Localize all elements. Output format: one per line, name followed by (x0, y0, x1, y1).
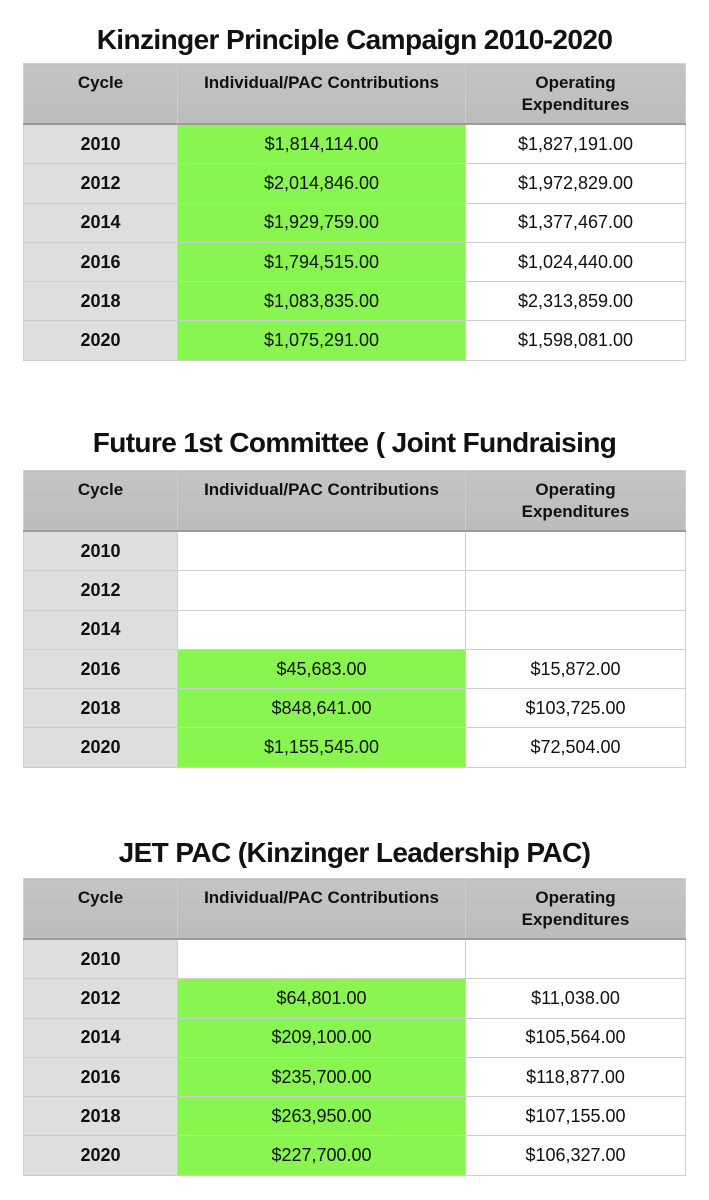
table-row (24, 203, 686, 242)
expenditures-cell (466, 531, 686, 571)
contributions-cell (178, 531, 466, 571)
cycle-cell: 2020 (24, 1136, 178, 1175)
contributions-cell: $45,683.00 (178, 649, 466, 688)
expenditures-cell: $2,313,859.00 (466, 282, 686, 321)
expenditures-cell: $106,327.00 (466, 1136, 686, 1175)
cycle-cell: 2014 (24, 203, 178, 242)
expenditures-cell: $15,872.00 (466, 649, 686, 688)
column-header-contributions: Individual/PAC Contributions (178, 471, 466, 532)
table-row (24, 939, 686, 979)
column-header-expenditures: Operating Expenditures (466, 879, 686, 940)
cycle-cell: 2016 (24, 649, 178, 688)
cycle-cell: 2010 (24, 531, 178, 571)
column-header-cycle: Cycle (24, 879, 178, 940)
table-row (24, 610, 686, 649)
expenditures-cell: $107,155.00 (466, 1097, 686, 1136)
expenditures-cell: $1,598,081.00 (466, 321, 686, 360)
header-row (24, 471, 686, 532)
column-header-contributions: Individual/PAC Contributions (178, 64, 466, 125)
expenditures-cell: $11,038.00 (466, 979, 686, 1018)
contributions-cell: $2,014,846.00 (178, 164, 466, 203)
column-header-contributions: Individual/PAC Contributions (178, 879, 466, 940)
header-row (24, 64, 686, 125)
expenditures-cell: $1,377,467.00 (466, 203, 686, 242)
table-row (24, 1057, 686, 1096)
cycle-cell: 2012 (24, 164, 178, 203)
contributions-cell: $1,075,291.00 (178, 321, 466, 360)
contributions-cell: $235,700.00 (178, 1057, 466, 1096)
contributions-cell (178, 571, 466, 610)
cycle-cell: 2012 (24, 571, 178, 610)
expenditures-cell: $1,024,440.00 (466, 242, 686, 281)
column-header-expenditures: Operating Expenditures (466, 471, 686, 532)
cycle-cell: 2016 (24, 1057, 178, 1096)
column-header-cycle: Cycle (24, 64, 178, 125)
finance-table (23, 878, 686, 1176)
contributions-cell: $848,641.00 (178, 689, 466, 728)
contributions-cell: $263,950.00 (178, 1097, 466, 1136)
cycle-cell: 2020 (24, 728, 178, 767)
expenditures-cell: $1,827,191.00 (466, 124, 686, 164)
column-header-expenditures: Operating Expenditures (466, 64, 686, 125)
cycle-cell: 2012 (24, 979, 178, 1018)
table-row (24, 1018, 686, 1057)
cycle-cell: 2010 (24, 124, 178, 164)
cycle-cell: 2018 (24, 282, 178, 321)
contributions-cell: $1,814,114.00 (178, 124, 466, 164)
finance-table (23, 63, 686, 361)
contributions-cell: $209,100.00 (178, 1018, 466, 1057)
expenditures-cell (466, 571, 686, 610)
cycle-cell: 2018 (24, 689, 178, 728)
expenditures-cell: $118,877.00 (466, 1057, 686, 1096)
cycle-cell: 2018 (24, 1097, 178, 1136)
expenditures-cell: $103,725.00 (466, 689, 686, 728)
contributions-cell: $1,155,545.00 (178, 728, 466, 767)
cycle-cell: 2014 (24, 1018, 178, 1057)
table-row (24, 571, 686, 610)
contributions-cell: $1,083,835.00 (178, 282, 466, 321)
table-row (24, 1136, 686, 1175)
table-row (24, 321, 686, 360)
table-row (24, 282, 686, 321)
table-row (24, 124, 686, 164)
header-row (24, 879, 686, 940)
expenditures-cell (466, 610, 686, 649)
table-row (24, 689, 686, 728)
contributions-cell: $64,801.00 (178, 979, 466, 1018)
table-title: Future 1st Committee ( Joint Fundraising (92, 427, 617, 458)
contributions-cell (178, 610, 466, 649)
expenditures-cell: $1,972,829.00 (466, 164, 686, 203)
cycle-cell: 2020 (24, 321, 178, 360)
column-header-cycle: Cycle (24, 471, 178, 532)
cycle-cell: 2014 (24, 610, 178, 649)
table-title: JET PAC (Kinzinger Leadership PAC) (118, 837, 591, 868)
contributions-cell: $1,929,759.00 (178, 203, 466, 242)
table-row (24, 728, 686, 767)
cycle-cell: 2016 (24, 242, 178, 281)
table-row (24, 649, 686, 688)
contributions-cell: $1,794,515.00 (178, 242, 466, 281)
table-row (24, 242, 686, 281)
table-row (24, 531, 686, 571)
finance-table (23, 470, 686, 768)
table-row (24, 1097, 686, 1136)
contributions-cell: $227,700.00 (178, 1136, 466, 1175)
contributions-cell (178, 939, 466, 979)
table-row (24, 979, 686, 1018)
expenditures-cell (466, 939, 686, 979)
expenditures-cell: $105,564.00 (466, 1018, 686, 1057)
table-title: Kinzinger Principle Campaign 2010-2020 (96, 24, 613, 55)
cycle-cell: 2010 (24, 939, 178, 979)
expenditures-cell: $72,504.00 (466, 728, 686, 767)
table-row (24, 164, 686, 203)
